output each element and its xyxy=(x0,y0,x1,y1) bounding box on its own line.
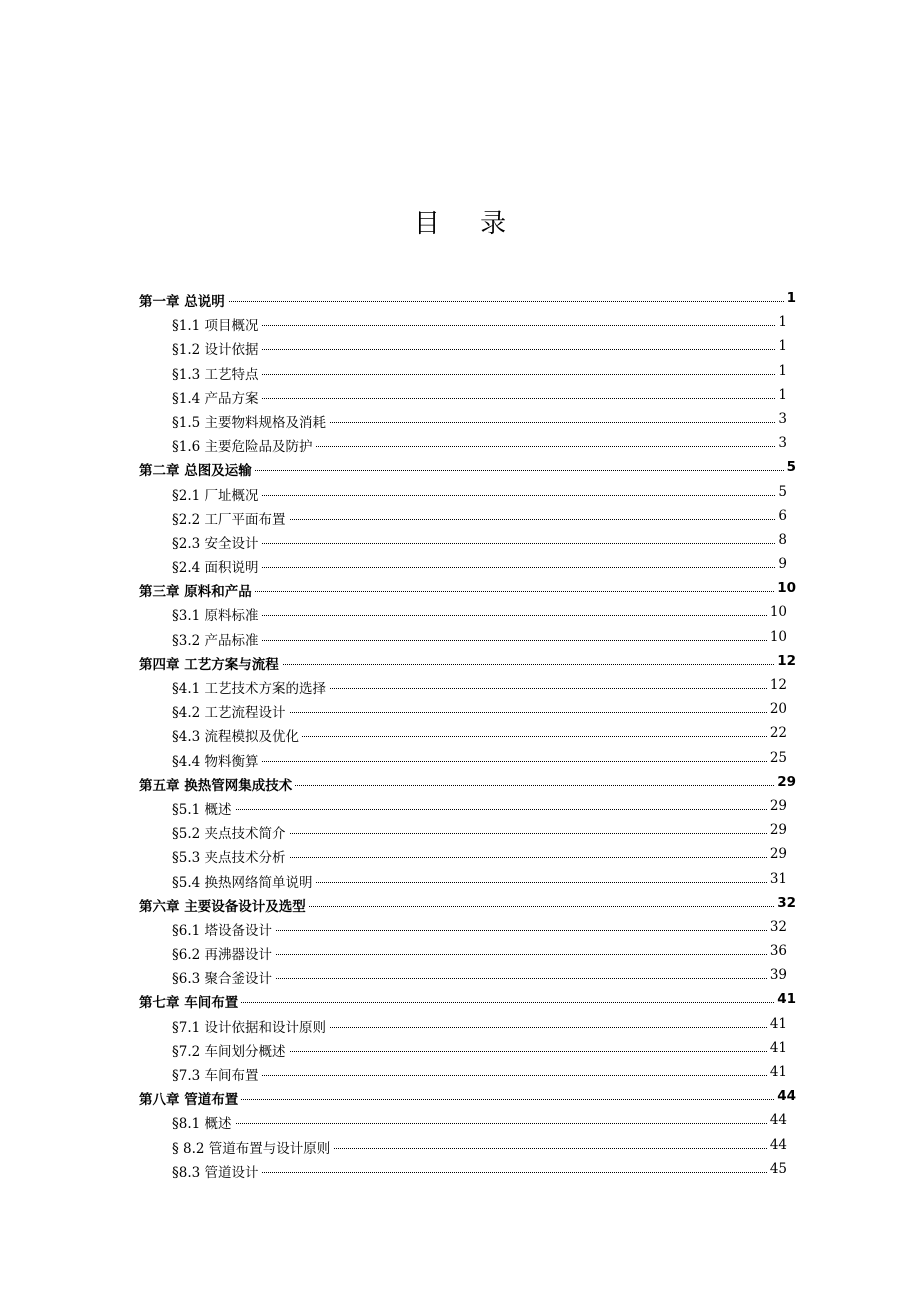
toc-entry-label: §2.4 面积说明 xyxy=(172,556,262,576)
toc-entry-label: §6.3 聚合釜设计 xyxy=(172,967,275,987)
toc-section-entry[interactable] xyxy=(139,819,796,843)
toc-chapter-entry[interactable] xyxy=(139,650,796,674)
toc-section-entry[interactable] xyxy=(139,1013,796,1037)
dot-leader xyxy=(172,495,787,496)
toc-section-entry[interactable] xyxy=(139,916,796,940)
dot-leader xyxy=(172,1075,787,1076)
toc-entry-label: 第六章 主要设备设计及选型 xyxy=(139,895,309,915)
toc-entry-label: §2.1 厂址概况 xyxy=(172,484,262,504)
toc-entry-page-number: 44 xyxy=(769,1136,787,1153)
toc-entry-page-number: 29 xyxy=(777,773,796,790)
toc-entry-page-number: 32 xyxy=(777,894,796,911)
toc-entry-page-number: 41 xyxy=(769,1064,787,1080)
toc-entry-label: § 8.2 管道布置与设计原则 xyxy=(172,1137,333,1157)
dot-leader xyxy=(172,543,787,544)
toc-entry-label: §2.2 工厂平面布置 xyxy=(172,508,289,528)
toc-section-entry[interactable] xyxy=(139,843,796,867)
toc-entry-page-number: 36 xyxy=(769,943,787,960)
toc-entry-page-number: 32 xyxy=(769,918,787,935)
toc-entry-label: 第一章 总说明 xyxy=(139,290,228,310)
toc-section-entry[interactable] xyxy=(139,311,796,335)
dot-leader xyxy=(172,349,787,350)
dot-leader xyxy=(172,615,787,616)
toc-section-entry[interactable] xyxy=(139,408,796,432)
toc-section-entry[interactable] xyxy=(139,868,796,892)
toc-section-entry[interactable] xyxy=(139,722,796,746)
toc-section-entry[interactable] xyxy=(139,1134,796,1158)
toc-section-entry[interactable] xyxy=(139,964,796,988)
dot-leader xyxy=(139,301,796,302)
toc-entry-label: §5.4 换热网络简单说明 xyxy=(172,871,316,891)
toc-entry-page-number: 9 xyxy=(778,556,787,573)
toc-entry-page-number: 1 xyxy=(778,362,787,379)
toc-entry-page-number: 29 xyxy=(769,822,787,839)
toc-entry-page-number: 45 xyxy=(769,1160,787,1177)
toc-entry-label: 第二章 总图及运输 xyxy=(139,459,255,479)
toc-chapter-entry[interactable] xyxy=(139,892,796,916)
toc-section-entry[interactable] xyxy=(139,1158,796,1182)
toc-section-entry[interactable] xyxy=(139,432,796,456)
toc-chapter-entry[interactable] xyxy=(139,771,796,795)
toc-section-entry[interactable] xyxy=(139,553,796,577)
toc-chapter-entry[interactable] xyxy=(139,456,796,480)
toc-entry-page-number: 8 xyxy=(778,531,787,548)
toc-entry-label: 第八章 管道布置 xyxy=(139,1088,241,1108)
dot-leader xyxy=(172,761,787,762)
toc-entry-label: §1.2 设计依据 xyxy=(172,338,262,358)
page-title: 目 录 xyxy=(413,209,523,239)
toc-entry-page-number: 5 xyxy=(786,459,796,476)
toc-section-entry[interactable] xyxy=(139,384,796,408)
toc-section-entry[interactable] xyxy=(139,795,796,819)
toc-entry-page-number: 10 xyxy=(777,580,796,597)
toc-entry-page-number: 3 xyxy=(778,435,787,452)
toc-chapter-entry[interactable] xyxy=(139,577,796,601)
toc-entry-page-number: 3 xyxy=(778,410,787,427)
toc-entry-label: §8.1 概述 xyxy=(172,1112,235,1132)
toc-entry-label: §3.1 原料标准 xyxy=(172,604,262,624)
dot-leader xyxy=(172,809,787,810)
toc-entry-page-number: 1 xyxy=(778,314,787,331)
toc-entry-page-number: 1 xyxy=(778,386,787,403)
toc-section-entry[interactable] xyxy=(139,698,796,722)
toc-entry-page-number: 6 xyxy=(778,507,787,524)
dot-leader xyxy=(172,1172,787,1173)
dot-leader xyxy=(172,398,787,399)
toc-entry-label: §1.6 主要危险品及防护 xyxy=(172,435,316,455)
toc-entry-page-number: 22 xyxy=(769,725,787,742)
toc-section-entry[interactable] xyxy=(139,601,796,625)
dot-leader xyxy=(172,1123,787,1124)
toc-entry-page-number: 12 xyxy=(777,652,796,669)
toc-entry-page-number: 44 xyxy=(777,1088,796,1105)
toc-entry-page-number: 25 xyxy=(769,749,787,766)
toc-entry-page-number: 29 xyxy=(769,846,787,863)
toc-section-entry[interactable] xyxy=(139,360,796,384)
toc-entry-label: §6.1 塔设备设计 xyxy=(172,919,275,939)
toc-entry-label: §2.3 安全设计 xyxy=(172,532,262,552)
toc-entry-page-number: 1 xyxy=(778,338,787,355)
toc-entry-label: 第五章 换热管网集成技术 xyxy=(139,774,295,794)
toc-section-entry[interactable] xyxy=(139,1061,796,1085)
toc-section-entry[interactable] xyxy=(139,674,796,698)
toc-section-entry[interactable] xyxy=(139,1037,796,1061)
toc-entry-page-number: 29 xyxy=(769,797,787,814)
toc-entry-label: §7.3 车间布置 xyxy=(172,1064,262,1084)
toc-section-entry[interactable] xyxy=(139,505,796,529)
toc-entry-label: §4.2 工艺流程设计 xyxy=(172,701,289,721)
toc-entry-label: §7.2 车间划分概述 xyxy=(172,1040,289,1060)
toc-entry-page-number: 10 xyxy=(769,604,787,621)
toc-section-entry[interactable] xyxy=(139,529,796,553)
toc-entry-label: §6.2 再沸器设计 xyxy=(172,943,275,963)
toc-entry-label: §1.5 主要物料规格及消耗 xyxy=(172,411,329,431)
toc-entry-page-number: 39 xyxy=(769,967,787,984)
toc-entry-label: §5.2 夹点技术简介 xyxy=(172,822,289,842)
toc-entry-page-number: 5 xyxy=(778,483,787,500)
dot-leader xyxy=(172,374,787,375)
dot-leader xyxy=(172,567,787,568)
toc-section-entry[interactable] xyxy=(139,747,796,771)
toc-entry-page-number: 1 xyxy=(786,290,796,306)
toc-entry-page-number: 41 xyxy=(777,991,796,1008)
toc-entry-page-number: 41 xyxy=(769,1039,787,1056)
toc-entry-label: §4.1 工艺技术方案的选择 xyxy=(172,677,329,697)
toc-section-entry[interactable] xyxy=(139,335,796,359)
toc-entry-label: §1.4 产品方案 xyxy=(172,387,262,407)
toc-entry-label: §5.1 概述 xyxy=(172,798,235,818)
toc-section-entry[interactable] xyxy=(139,940,796,964)
dot-leader xyxy=(172,640,787,641)
toc-entry-page-number: 20 xyxy=(769,701,787,718)
toc-chapter-entry[interactable] xyxy=(139,988,796,1012)
toc-entry-label: §5.3 夹点技术分析 xyxy=(172,846,289,866)
toc-entry-label: §3.2 产品标准 xyxy=(172,629,262,649)
toc-entry-label: §4.4 物料衡算 xyxy=(172,750,262,770)
toc-entry-label: §1.1 项目概况 xyxy=(172,314,262,334)
toc-entry-label: §7.1 设计依据和设计原则 xyxy=(172,1016,329,1036)
toc-section-entry[interactable] xyxy=(139,626,796,650)
toc-chapter-entry[interactable] xyxy=(139,287,796,311)
toc-section-entry[interactable] xyxy=(139,1109,796,1133)
toc-section-entry[interactable] xyxy=(139,481,796,505)
toc-entry-page-number: 31 xyxy=(769,870,787,887)
table-of-contents xyxy=(139,287,796,1182)
toc-entry-page-number: 10 xyxy=(769,628,787,645)
toc-entry-label: §8.3 管道设计 xyxy=(172,1161,262,1181)
toc-entry-label: 第七章 车间布置 xyxy=(139,991,241,1011)
toc-entry-page-number: 44 xyxy=(769,1112,787,1129)
toc-entry-page-number: 12 xyxy=(769,677,787,693)
toc-entry-page-number: 41 xyxy=(769,1015,787,1032)
toc-chapter-entry[interactable] xyxy=(139,1085,796,1109)
toc-entry-label: 第四章 工艺方案与流程 xyxy=(139,653,282,673)
toc-entry-label: §1.3 工艺特点 xyxy=(172,363,262,383)
toc-entry-label: 第三章 原料和产品 xyxy=(139,580,255,600)
dot-leader xyxy=(172,325,787,326)
toc-entry-label: §4.3 流程模拟及优化 xyxy=(172,725,302,745)
